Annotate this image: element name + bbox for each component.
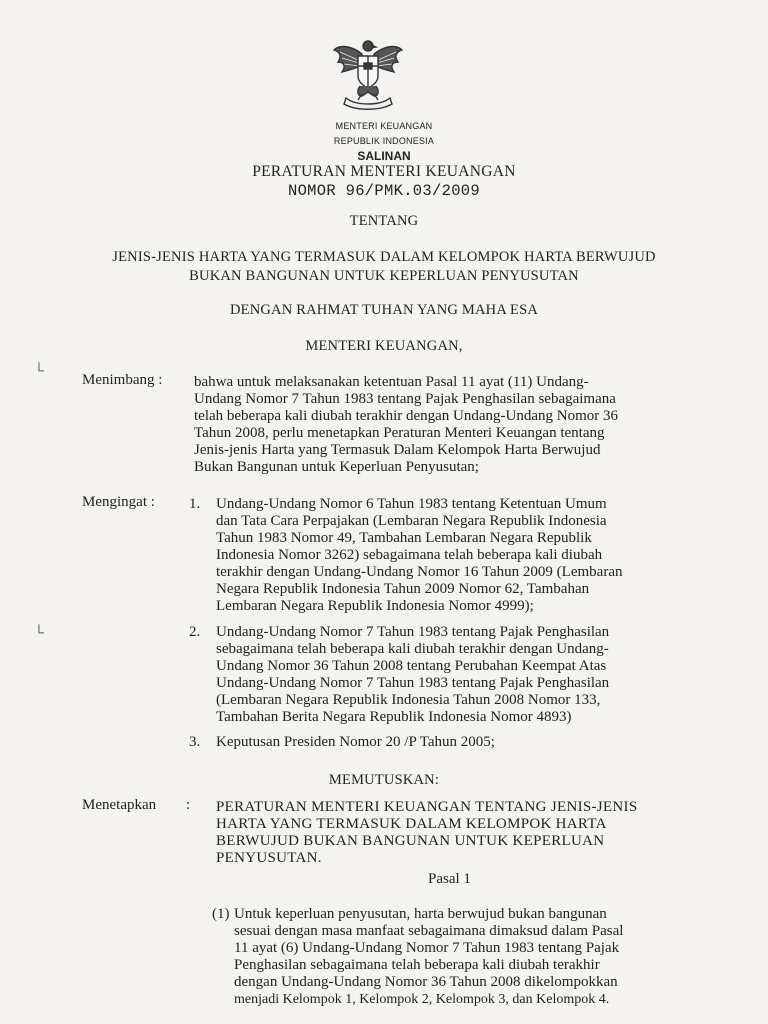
garuda-emblem-icon [332, 36, 404, 112]
ayat-line: menjadi Kelompok 1, Kelompok 2, Kelompok 3, dan Kelompok 4. [234, 992, 610, 1007]
mengingat-line: Lembaran Negara Republik Indonesia Nomor 4999); [216, 598, 534, 614]
mengingat-line: Undang-Undang Nomor 6 Tahun 1983 tentang Ketentuan Umum [216, 496, 607, 512]
mengingat-line: Tambahan Berita Negara Republik Indonesia Nomor 4893) [216, 709, 572, 725]
article-title: Pasal 1 [428, 871, 471, 887]
regulation-number: NOMOR 96/PMK.03/2009 [287, 182, 481, 200]
mengingat-line: Undang-Undang Nomor 7 Tahun 1983 tentang Pajak Penghasilan [216, 624, 610, 640]
menetapkan-colon: : [186, 797, 191, 813]
mengingat-line: Keputusan Presiden Nomor 20 /P Tahun 2005; [216, 734, 495, 750]
scan-mark: └ [34, 626, 44, 641]
ayat-line: Untuk keperluan penyusutan, harta berwujud bukan bangunan [234, 906, 607, 922]
mengingat-item-number: 3. [189, 734, 201, 750]
mengingat-label: Mengingat : [82, 494, 155, 510]
subject-line1: JENIS-JENIS HARTA YANG TERMASUK DALAM KELOMPOK HARTA BERWUJUD [112, 249, 656, 265]
menetapkan-line: PENYUSUTAN. [216, 850, 322, 866]
menimbang-line: Tahun 2008, perlu menetapkan Peraturan Menteri Keuangan tentang [194, 425, 605, 441]
mengingat-line: terakhir dengan Undang-Undang Nomor 16 Tahun 2009 (Lembaran [216, 564, 623, 580]
mengingat-item-number: 2. [189, 624, 201, 640]
menetapkan-line: BERWUJUD BUKAN BANGUNAN UNTUK KEPERLUAN [216, 833, 605, 849]
menimbang-line: Undang Nomor 7 Tahun 1983 tentang Pajak Penghasilan sebagaimana [194, 391, 616, 407]
copy-stamp: SALINAN [357, 149, 411, 163]
mengingat-item-number: 1. [189, 496, 201, 512]
regulation-title: PERATURAN MENTERI KEUANGAN [252, 163, 516, 180]
menimbang-line: Bukan Bangunan untuk Keperluan Penyusutan; [194, 459, 479, 475]
menimbang-label: Menimbang : [82, 372, 163, 388]
mengingat-line: Undang-Undang Nomor 7 Tahun 1983 tentang Pajak Penghasilan [216, 675, 610, 691]
ayat-line: dengan Undang-Undang Nomor 36 Tahun 2008 dikelompokkan [234, 974, 618, 990]
ayat-line: Penghasilan sebagaimana telah beberapa kali diubah terakhir [234, 957, 600, 973]
issuer: MENTERI KEUANGAN, [305, 338, 463, 354]
subject-line2: BUKAN BANGUNAN UNTUK KEPERLUAN PENYUSUTAN [189, 268, 579, 284]
scan-mark: └ [34, 364, 44, 379]
menimbang-line: bahwa untuk melaksanakan ketentuan Pasal 11 ayat (11) Undang- [194, 374, 589, 390]
ayat-line: sesuai dengan masa manfaat sebagaimana dimaksud dalam Pasal [234, 923, 624, 939]
mengingat-line: (Lembaran Negara Republik Indonesia Tahun 2008 Nomor 133, [216, 692, 601, 708]
menetapkan-line: PERATURAN MENTERI KEUANGAN TENTANG JENIS-JENIS [216, 799, 638, 815]
mengingat-line: Tahun 1983 Nomor 49, Tambahan Lembaran Negara Republik [216, 530, 592, 546]
ayat-line: 11 ayat (6) Undang-Undang Nomor 7 Tahun 1983 tentang Pajak [234, 940, 620, 956]
mengingat-line: Indonesia Nomor 3262) sebagaimana telah beberapa kali diubah [216, 547, 603, 563]
ministry-name-line1: MENTERI KEUANGAN [335, 121, 433, 131]
mengingat-line: Negara Republik Indonesia Tahun 2009 Nomor 62, Tambahan [216, 581, 590, 597]
menetapkan-label: Menetapkan [82, 797, 157, 813]
menimbang-line: telah beberapa kali diubah terakhir dengan Undang-Undang Nomor 36 [194, 408, 619, 424]
mengingat-line: sebagaimana telah beberapa kali diubah terakhir dengan Undang- [216, 641, 609, 657]
menimbang-line: Jenis-jenis Harta yang Termasuk Dalam Kelompok Harta Berwujud [194, 442, 601, 458]
mengingat-line: Undang Nomor 36 Tahun 2008 tentang Perubahan Keempat Atas [216, 658, 607, 674]
menetapkan-line: HARTA YANG TERMASUK DALAM KELOMPOK HARTA [216, 816, 607, 832]
about-heading: TENTANG [349, 213, 419, 229]
mengingat-line: dan Tata Cara Perpajakan (Lembaran Negara Republik Indonesia [216, 513, 607, 529]
memutuskan-heading: MEMUTUSKAN: [328, 772, 440, 788]
ayat-number: (1) [212, 906, 230, 922]
ministry-name-line2: REPUBLIK INDONESIA [333, 136, 435, 146]
invocation: DENGAN RAHMAT TUHAN YANG MAHA ESA [229, 302, 539, 318]
